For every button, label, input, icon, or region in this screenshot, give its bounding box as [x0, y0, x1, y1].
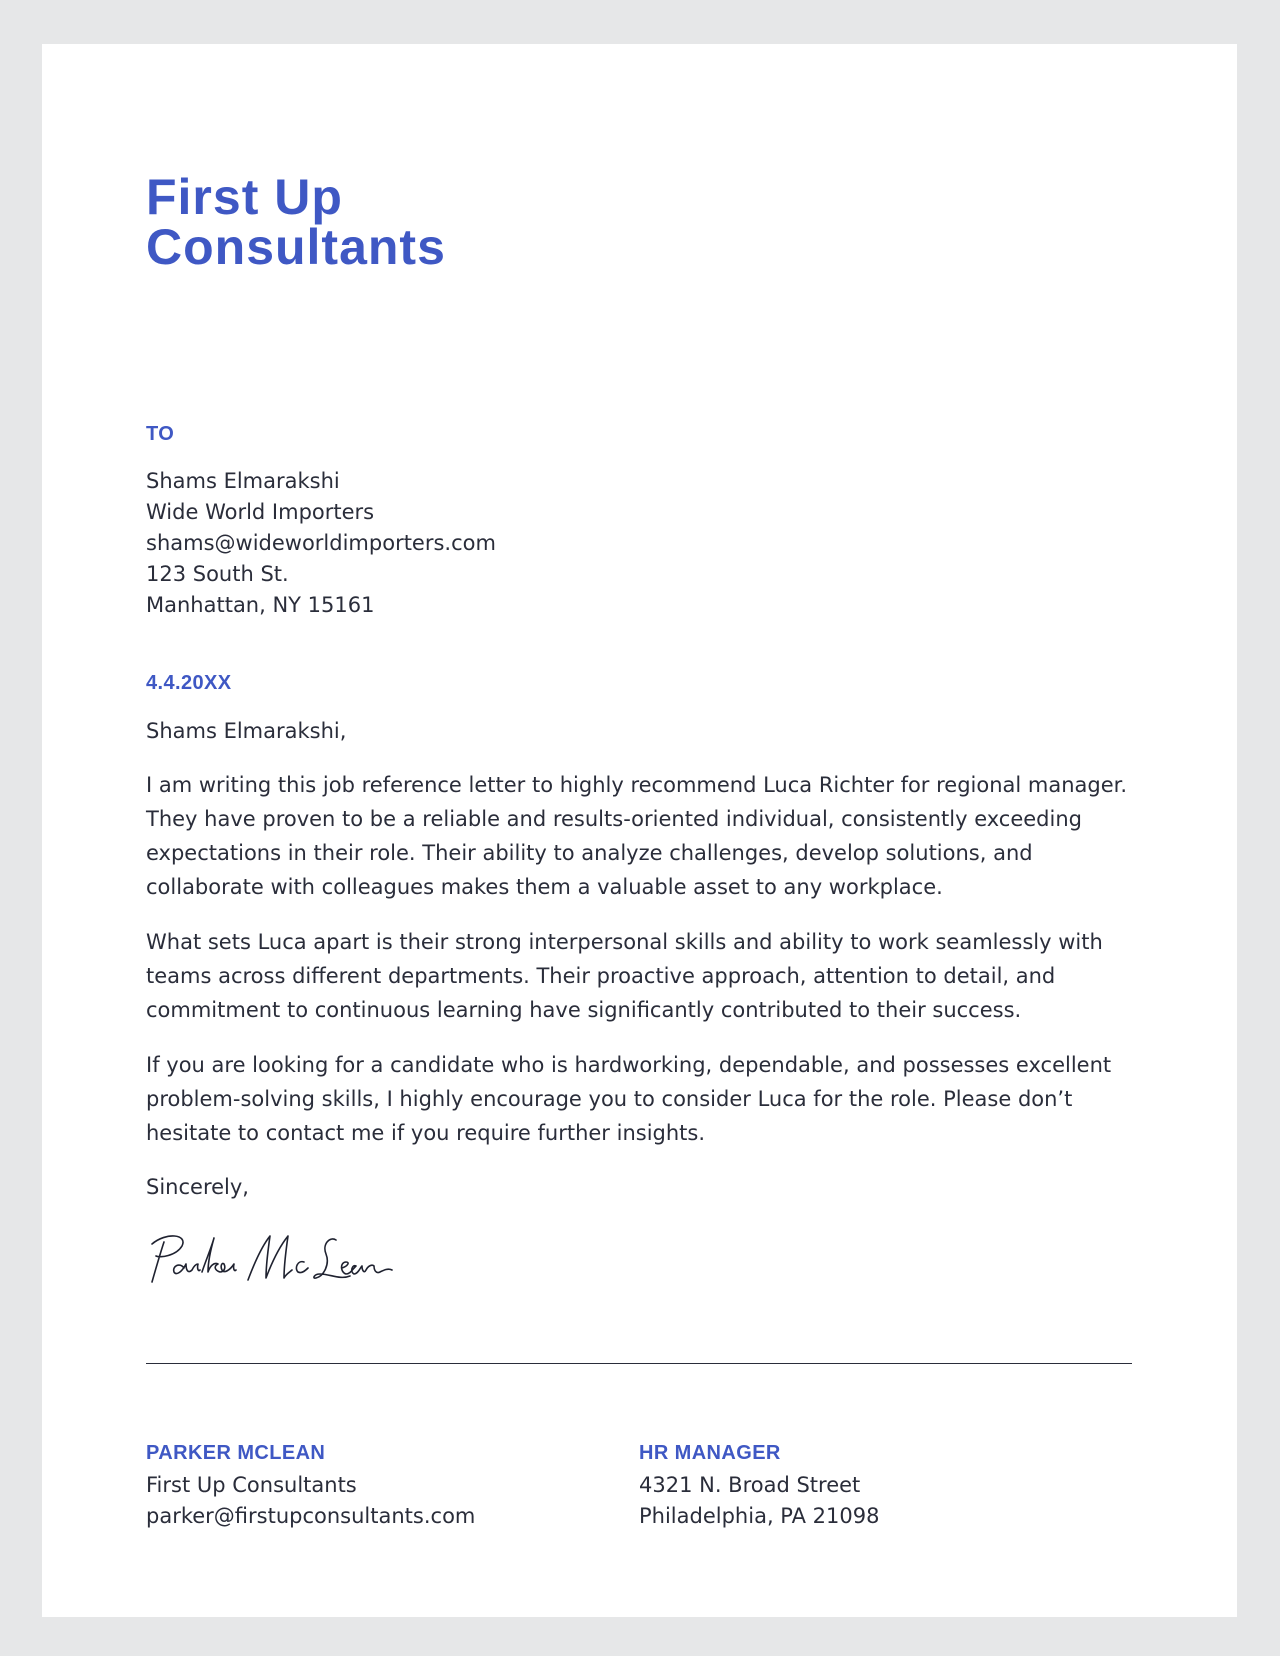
recipient-city: Manhattan, NY 15161: [146, 593, 375, 617]
recipient-block: [146, 466, 496, 621]
letter-page: [42, 44, 1237, 1617]
footer-divider: [146, 1363, 1132, 1364]
greeting: Shams Elmarakshi,: [146, 719, 347, 743]
company-name: [146, 169, 446, 275]
recipient-street: 123 South St.: [146, 562, 289, 586]
to-label: TO: [146, 423, 175, 445]
handwritten-signature: [144, 1224, 414, 1294]
address-street: 4321 N. Broad Street: [639, 1473, 861, 1497]
recipient-name: Shams Elmarakshi: [146, 469, 340, 493]
body-paragraph-2: What sets Luca apart is their strong interpersonal skills and ability to work seamlessly with teams across different departments. Their proactive approach, attention to detail, and commitment to continuous learning have significantly contributed to their success.: [146, 930, 1103, 1022]
body-paragraph-1: I am writing this job reference letter to highly recommend Luca Richter for regional manager. They have proven to be a reliable and results-oriented individual, consistently exceeding expectations in their role. Their ability to analyze challenges, develop solutions, and collaborate with colleagues makes them a valuable asset to any workplace.: [146, 773, 1128, 899]
company-name-line1: First Up: [146, 169, 343, 225]
letter-date: 4.4.20XX: [146, 672, 232, 694]
sender-company: First Up Consultants: [146, 1473, 357, 1497]
letter-body: [146, 768, 1146, 1171]
body-paragraph-3: If you are looking for a candidate who is hardworking, dependable, and possesses excellent problem-solving skills, I highly encourage you to consider Luca for the role. Please don’t hesitate to contact me if you require further insights.: [146, 1053, 1112, 1145]
footer-sender: [146, 1440, 475, 1532]
footer-address: [639, 1440, 879, 1532]
recipient-company: Wide World Importers: [146, 500, 375, 524]
address-city: Philadelphia, PA 21098: [639, 1504, 880, 1528]
recipient-email: shams@wideworldimporters.com: [146, 531, 496, 555]
closing: Sincerely,: [146, 1175, 249, 1199]
company-name-line2: Consultants: [146, 219, 446, 275]
sender-name: PARKER MCLEAN: [146, 1442, 326, 1464]
sender-email: parker@firstupconsultants.com: [146, 1504, 476, 1528]
sender-title: HR MANAGER: [639, 1442, 781, 1464]
